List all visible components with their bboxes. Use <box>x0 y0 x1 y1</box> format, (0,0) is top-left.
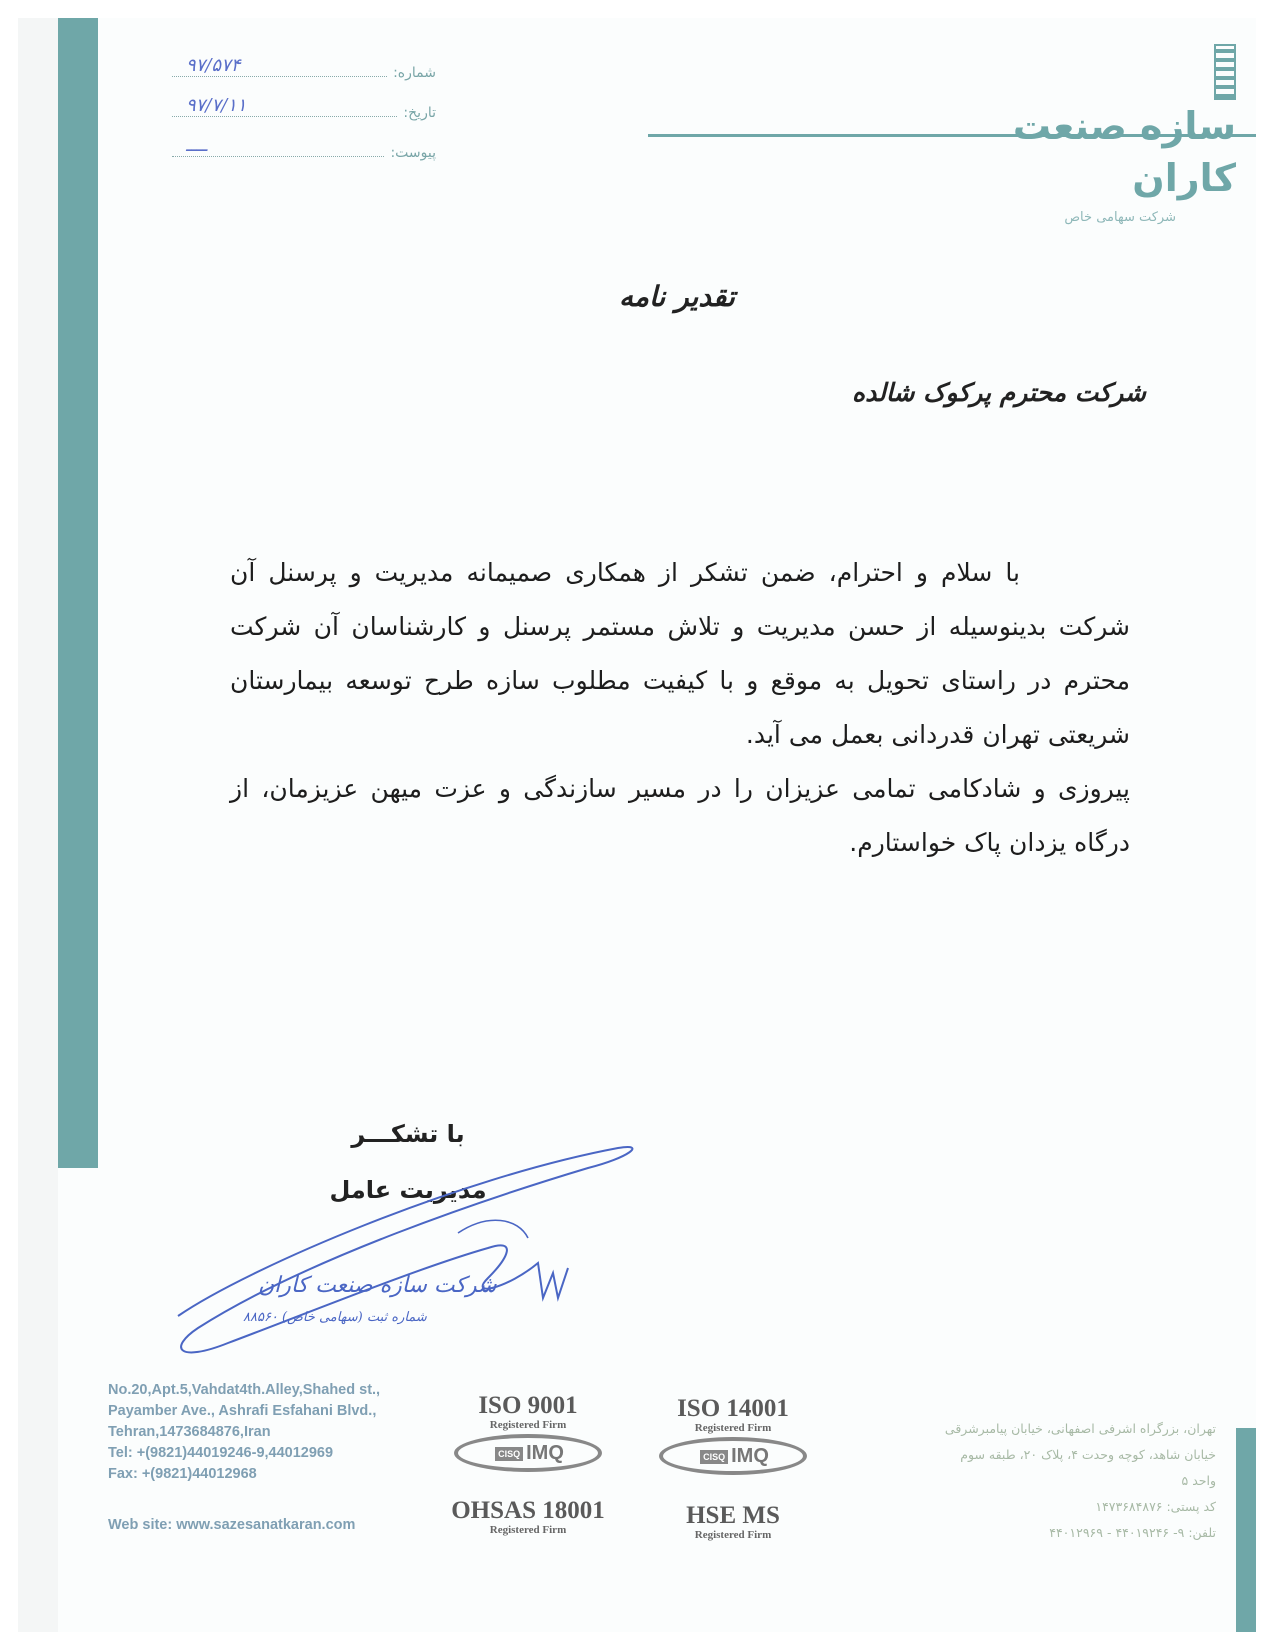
signature-stamp-name: شرکت سازه صنعت کاران <box>258 1273 497 1298</box>
meta-number-value: ۹۷/۵۷۴ <box>186 55 241 76</box>
letter-body <box>230 546 1130 870</box>
page-left-margin <box>18 18 58 1632</box>
letter-title: تقدیر نامه <box>619 280 735 313</box>
footer-address-en <box>108 1380 448 1536</box>
cert-title: ISO 9001 <box>478 1392 578 1419</box>
cert-title: ISO 14001 <box>677 1395 789 1422</box>
cert-sub: Registered Firm <box>489 1524 567 1536</box>
letter-recipient: شرکت محترم پرکوک شالده <box>852 378 1146 407</box>
logo-mark-icon <box>1214 44 1236 100</box>
meta-date-label: تاریخ: <box>403 105 436 121</box>
right-accent-bar <box>1236 1428 1256 1632</box>
cert-title: OHSAS 18001 <box>451 1497 605 1524</box>
cert-iso-9001 <box>443 1393 613 1472</box>
closing-signatory: مدیریت عامل <box>329 1176 487 1204</box>
body-paragraph-1: با سلام و احترام، ضمن تشکر از همکاری صمیمانه مدیریت و پرسنل آن شرکت بدینوسیله از حسن مدیریت و تلاش مستمر پرسنل و کارشناسان آن شرکت محترم در راستای تحویل به موقع و با کیفیت مطلوب سازه طرح توسعه بیمارستان شریعتی تهران قدردانی بعمل می آید. <box>230 558 1130 749</box>
signature-stamp-sub: شماره ثبت (سهامی خاص) ۸۸۵۶۰ <box>243 1310 427 1325</box>
address-en-line: No.20,Apt.5,Vahdat4th.Alley,Shahed st., <box>108 1382 381 1398</box>
address-en-line: Tehran,1473684876,Iran <box>108 1424 271 1440</box>
cert-ohsas-18001 <box>430 1498 626 1537</box>
cert-hse-ms <box>648 1503 818 1542</box>
left-accent-bar <box>58 18 98 1168</box>
cert-iso-14001 <box>648 1396 818 1475</box>
company-logo <box>926 44 1236 225</box>
logo-wordmark: سازه صنعت کاران <box>1012 104 1236 200</box>
letter-meta <box>166 55 436 178</box>
imq-badge: CISQ IMQ <box>659 1437 807 1475</box>
meta-number <box>166 55 436 98</box>
company-type: شرکت سهامی خاص <box>1064 210 1176 225</box>
meta-date-value: ۹۷/۷/۱۱ <box>186 95 247 116</box>
address-fa-phone: تلفن: ۹- ۴۴۰۱۹۲۴۶ - ۴۴۰۱۲۹۶۹ <box>1049 1525 1216 1540</box>
meta-attachment-label: پیوست: <box>390 145 436 161</box>
address-fa-line: خیابان شاهد، کوچه وحدت ۴، پلاک ۲۰، طبقه سوم <box>960 1447 1216 1462</box>
imq-badge: CISQ IMQ <box>454 1434 602 1472</box>
handwritten-signature <box>158 1138 678 1378</box>
address-en-fax: Fax: +(9821)44012968 <box>108 1466 257 1482</box>
address-fa-postcode: کد پستی: ۱۴۷۳۶۸۴۸۷۶ <box>1095 1499 1216 1514</box>
closing-thanks: با تشکـــر <box>351 1120 465 1148</box>
cert-sub: Registered Firm <box>489 1419 567 1431</box>
meta-attachment-value: ــــ <box>186 135 208 156</box>
cert-sub: Registered Firm <box>694 1422 772 1434</box>
meta-number-label: شماره: <box>393 65 436 81</box>
address-en-phone: Tel: +(9821)44019246-9,44012969 <box>108 1445 334 1461</box>
meta-attachment <box>166 135 436 178</box>
cert-sub: Registered Firm <box>694 1529 772 1541</box>
meta-date <box>166 95 436 138</box>
cert-title: HSE MS <box>686 1502 780 1529</box>
address-fa-line: تهران، بزرگراه اشرفی اصفهانی، خیابان پیامبرشرقی <box>944 1421 1216 1436</box>
footer-address-fa <box>886 1416 1216 1546</box>
address-fa-line: واحد ۵ <box>1181 1473 1216 1488</box>
body-paragraph-2: پیروزی و شادکامی تمامی عزیزان را در مسیر سازندگی و عزت میهن عزیزمان، از درگاه یزدان پاک خواستارم. <box>230 774 1130 857</box>
letter-page <box>18 18 1256 1632</box>
address-en-line: Payamber Ave., Ashrafi Esfahani Blvd., <box>108 1403 377 1419</box>
footer-website: Web site: www.sazesanatkaran.com <box>108 1517 356 1533</box>
